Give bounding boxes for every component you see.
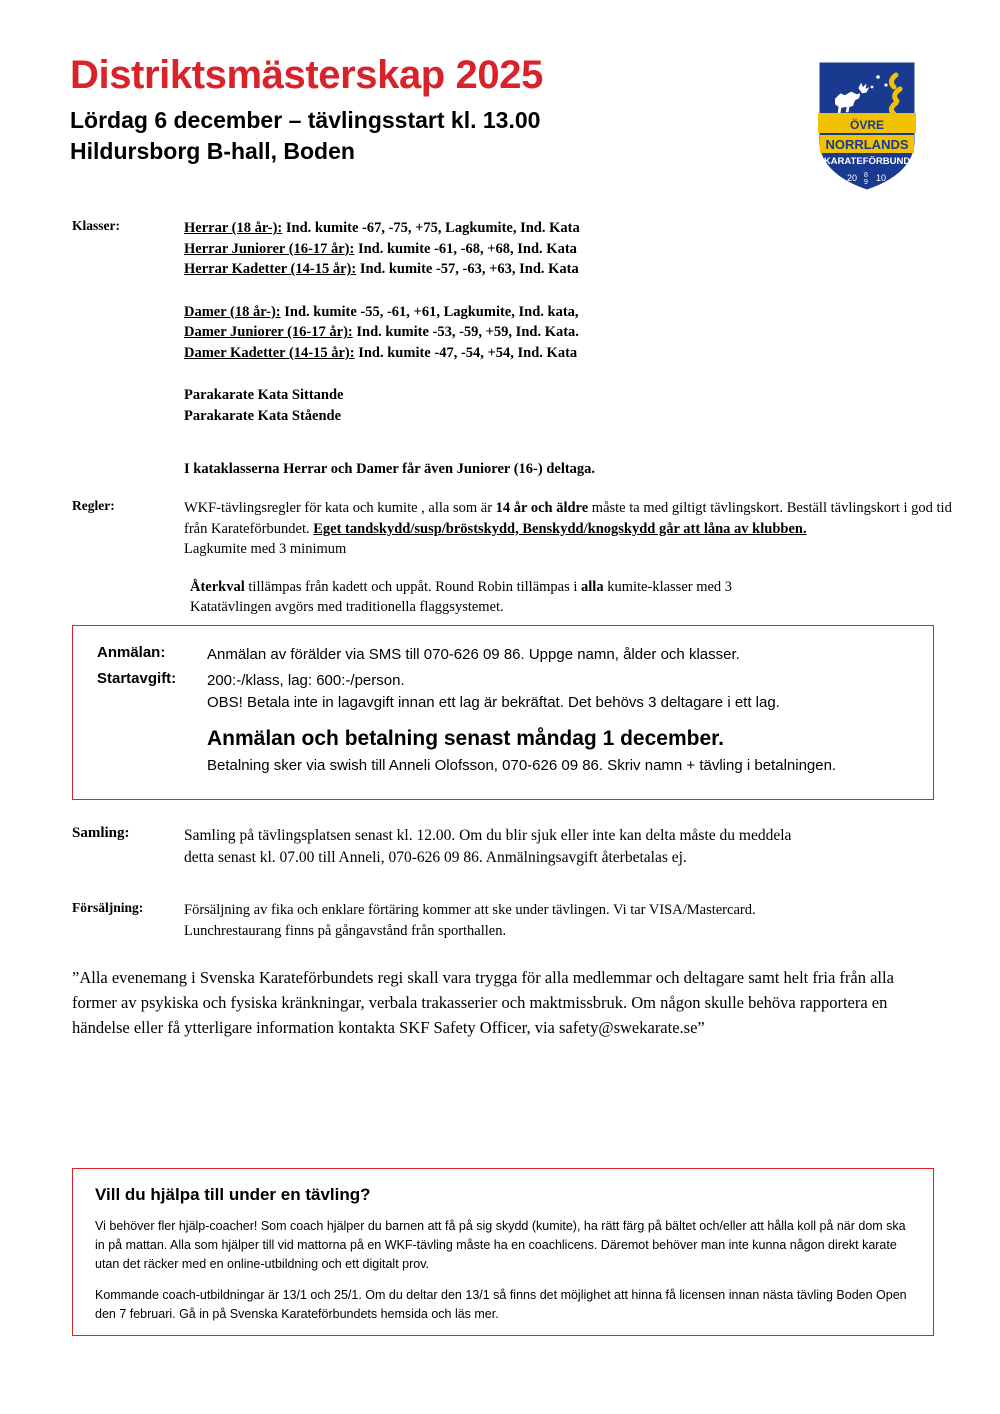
registration-box: [72, 625, 934, 800]
regler-paragraph-1: [184, 498, 952, 539]
startavgift-text: [207, 670, 780, 713]
class-parakarate-standing: Parakarate Kata Stående: [184, 408, 342, 425]
regler-p3-bold2: alla: [581, 578, 604, 595]
samling-label: Samling:: [72, 825, 130, 841]
samling-line-1: Samling på tävlingsplatsen senast kl. 12.00. Om du blir sjuk eller inte kan delta måste du meddela: [184, 827, 792, 844]
emblem-line-2: NORRLANDS: [825, 137, 909, 152]
regler-p3-a: tillämpas från kadett och uppåt. Round Robin tillämpas i: [244, 578, 582, 595]
class-men-senior-head: Herrar (18 år-):: [184, 220, 283, 236]
regler-paragraph-4: Katatävlingen avgörs med traditionella flaggsystemet.: [190, 599, 504, 616]
class-men-cadet-text: Ind. kumite -57, -63, +63, Ind. Kata: [356, 261, 579, 278]
klasser-content: [184, 218, 595, 479]
class-parakarate-sitting: Parakarate Kata Sittande: [184, 387, 344, 404]
klasser-label: Klasser:: [72, 218, 120, 233]
volunteer-title: Vill du hjälpa till under en tävling?: [95, 1185, 371, 1204]
forsaljning-content: [184, 900, 756, 942]
regler-p3-bold: Återkval: [190, 578, 245, 595]
class-women-cadet-head: Damer Kadetter (14-15 år):: [184, 344, 355, 361]
class-women-junior-text: Ind. kumite -53, -59, +59, Ind. Kata.: [352, 324, 579, 341]
class-men-senior-text: Ind. kumite -67, -75, +75, Lagkumite, Ind. Kata: [282, 220, 580, 236]
klasser-note: I kataklasserna Herrar och Damer får även Juniorer (16-) deltaga.: [184, 460, 596, 477]
regler-p1-a: WKF-tävlingsregler för kata och kumite , alla som är: [184, 500, 496, 516]
anmalan-row: [97, 644, 909, 665]
payment-text: Betalning sker via swish till Anneli Olofsson, 070-626 09 86. Skriv namn + tävling i betalningen.: [207, 756, 837, 774]
anmalan-text: Anmälan av förälder via SMS till 070-626 09 86. Uppge namn, ålder och klasser.: [207, 646, 740, 663]
volunteer-paragraph-1: Vi behöver fler hjälp-coacher! Som coach hjälper du barnen att få på sig skydd (kumite), ha rätt färg på bältet och/eller att hålla koll på när dom ska in på mattan. Alla som hjälper till vid mattorna på en WKF-tävling måste ha en coachlicens. Däremot behöver man inte kunna någon direkt karate utan det räcker med en online-utbildning och ett digitalt prov.: [95, 1219, 906, 1271]
section-forsaljning: [72, 900, 952, 942]
regler-p1-underline: Eget tandskydd/susp/bröstskydd, Benskydd/knogskydd går att låna av klubben.: [313, 520, 807, 537]
class-women-junior-head: Damer Juniorer (16-17 år):: [184, 324, 353, 341]
emblem-line-3: KARATEFÖRBUND: [823, 156, 911, 167]
forsaljning-line-1: Försäljning av fika och enklare förtäring kommer att ske under tävlingen. Vi tar VISA/Mastercard.: [184, 902, 756, 918]
volunteer-box: [72, 1168, 934, 1336]
startavgift-label: Startavgift:: [97, 670, 177, 688]
regler-p3-b: kumite-klasser med 3: [603, 578, 733, 595]
regler-label: Regler:: [72, 498, 115, 513]
startavgift-line-2: OBS! Betala inte in lagavgift innan ett lag är bekräftat. Det behövs 3 deltagare i ett lag.: [207, 693, 780, 711]
page-title: Distriktsmästerskap 2025: [70, 53, 543, 97]
spacer: [184, 363, 595, 385]
regler-p1-bold: 14 år och äldre: [495, 500, 589, 516]
safety-quote: ”Alla evenemang i Svenska Karateförbundets regi skall vara trygga för alla medlemmar och deltagare samt helt fria från alla former av psykiska och fysiska kränkningar, verbala trakasserier och maktmissbruk. Om någon skulle behöva rapportera en händelse eller få ytterligare information kontakta SKF Safety Officer, via safety@swekarate.se”: [72, 968, 894, 1038]
regler-p1-b: måste ta med giltigt tävlingskort. Beställ tävlingskort i god tid från Karateförbundet.: [184, 500, 952, 537]
deadline-text: Anmälan och betalning senast måndag 1 december.: [207, 726, 724, 750]
subtitle-line-1: Lördag 6 december – tävlingsstart kl. 13.00: [70, 107, 541, 133]
startavgift-line-1: 200:-/klass, lag: 600:-/person.: [207, 672, 405, 690]
class-men-junior-head: Herrar Juniorer (16-17 år):: [184, 240, 355, 257]
subtitle-line-2: Hildursborg B-hall, Boden: [70, 137, 355, 164]
federation-logo: [812, 55, 922, 195]
emblem-year-mid-top: 8: [864, 172, 868, 179]
regler-content: [184, 498, 952, 618]
class-women-cadet-text: Ind. kumite -47, -54, +54, Ind. Kata: [354, 344, 578, 361]
emblem-line-1: ÖVRE: [849, 118, 885, 132]
startavgift-row: [97, 670, 909, 713]
class-women-senior-text: Ind. kumite -55, -61, +61, Lagkumite, Ind. kata,: [280, 303, 579, 320]
samling-line-2: detta senast kl. 07.00 till Anneli, 070-626 09 86. Anmälningsavgift återbetalas ej.: [184, 849, 687, 867]
regler-paragraph-3: [184, 577, 952, 618]
section-samling: [72, 825, 952, 870]
spacer: [184, 280, 595, 302]
anmalan-label: Anmälan:: [97, 644, 166, 661]
emblem-year-mid-bottom: 9: [864, 179, 868, 186]
class-men-junior-text: Ind. kumite -61, -68, +68, Ind. Kata: [354, 240, 577, 257]
volunteer-paragraph-2: Kommande coach-utbildningar är 13/1 och 25/1. Om du deltar den 13/1 så finns det möjlighet att hinna få licensen innan nästa tävling Boden Open den 7 februari. Gå in på Svenska Karateförbundets hemsida och läs mer.: [95, 1288, 907, 1321]
forsaljning-line-2: Lunchrestaurang finns på gångavstånd från sporthallen.: [184, 923, 507, 940]
forsaljning-label: Försäljning:: [72, 900, 144, 915]
samling-content: [184, 825, 791, 870]
emblem-year-top: 20: [846, 173, 858, 183]
section-regler: [72, 498, 952, 618]
document-header: [70, 55, 810, 166]
spacer: [184, 427, 595, 459]
section-klasser: [72, 218, 932, 479]
class-women-senior-head: Damer (18 år-):: [184, 303, 281, 320]
emblem-year-bottom: 10: [875, 173, 887, 183]
class-men-cadet-head: Herrar Kadetter (14-15 år):: [184, 261, 357, 278]
regler-paragraph-2: Lagkumite med 3 minimum: [184, 541, 347, 558]
